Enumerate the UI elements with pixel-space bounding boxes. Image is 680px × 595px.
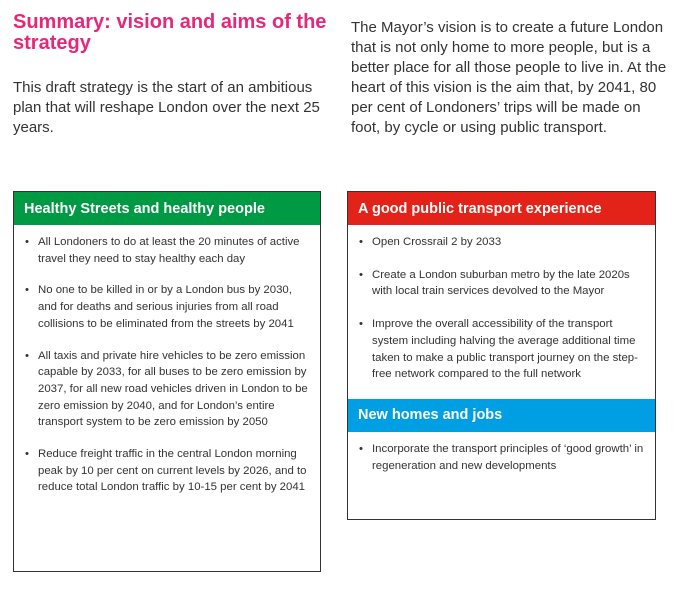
bullet-icon: • — [359, 318, 363, 331]
page-title: Summary: vision and aims of the strategy — [13, 11, 327, 54]
intro-text: This draft strategy is the start of an ambitious plan that will reshape London over the next 25 years. — [13, 79, 320, 136]
list-item — [24, 446, 310, 496]
list-item-text: All taxis and private hire vehicles to be zero emission capable by 2033, for all buses to be zero emission by 2037, for all new road vehicles driven in London to be zero emission by 2040, and for London’s entire transport system to be zero emission by 2050 — [38, 349, 308, 429]
new-homes-list — [348, 432, 655, 474]
list-item-text: All Londoners to do at least the 20 minutes of active travel they need to stay healthy each day — [38, 236, 300, 265]
public-transport-box — [347, 191, 656, 520]
list-item-text: Incorporate the transport principles of ‘good growth’ in regeneration and new developments — [372, 442, 644, 472]
new-homes-heading: New homes and jobs — [348, 399, 655, 432]
bullet-icon: • — [359, 442, 363, 455]
healthy-streets-list — [14, 225, 320, 496]
bullet-icon: • — [25, 349, 29, 362]
healthy-streets-box — [13, 191, 321, 572]
bullet-icon: • — [25, 236, 29, 248]
list-item-text: Create a London suburban metro by the late 2020s with local train services devolved to the Mayor — [372, 268, 630, 298]
public-transport-list — [348, 225, 655, 383]
bullet-icon: • — [359, 268, 363, 281]
list-item — [358, 441, 645, 474]
healthy-streets-heading: Healthy Streets and healthy people — [14, 192, 320, 225]
list-item — [24, 348, 310, 432]
vision-text: The Mayor’s vision is to create a future London that is not only home to more people, but is a better place for all those people to live in. At the heart of this vision is the aim that, by 2041, 80 per cent of Londoners’ trips will be made on foot, by cycle or using public transport. — [351, 19, 667, 136]
list-item — [358, 316, 645, 383]
list-item — [358, 267, 645, 300]
list-item-text: Improve the overall accessibility of the transport system including halving the average additional time taken to make a public transport journey on the step-free network compared to the full network — [372, 318, 638, 381]
bullet-icon: • — [359, 236, 363, 248]
bullet-icon: • — [25, 448, 29, 461]
public-transport-heading: A good public transport experience — [348, 192, 655, 225]
list-item-text: Reduce freight traffic in the central London morning peak by 10 per cent on current levels by 2026, and to reduce total London traffic by 10-15 per cent by 2041 — [38, 448, 307, 494]
list-item-text: Open Crossrail 2 by 2033 — [372, 236, 502, 248]
list-item-text: No one to be killed in or by a London bus by 2030, and for deaths and serious injuries from all road collisions to be eliminated from the streets by 2041 — [38, 284, 294, 330]
bullet-icon: • — [25, 284, 29, 297]
list-item — [24, 282, 310, 332]
list-item — [24, 234, 310, 267]
list-item — [358, 234, 645, 251]
